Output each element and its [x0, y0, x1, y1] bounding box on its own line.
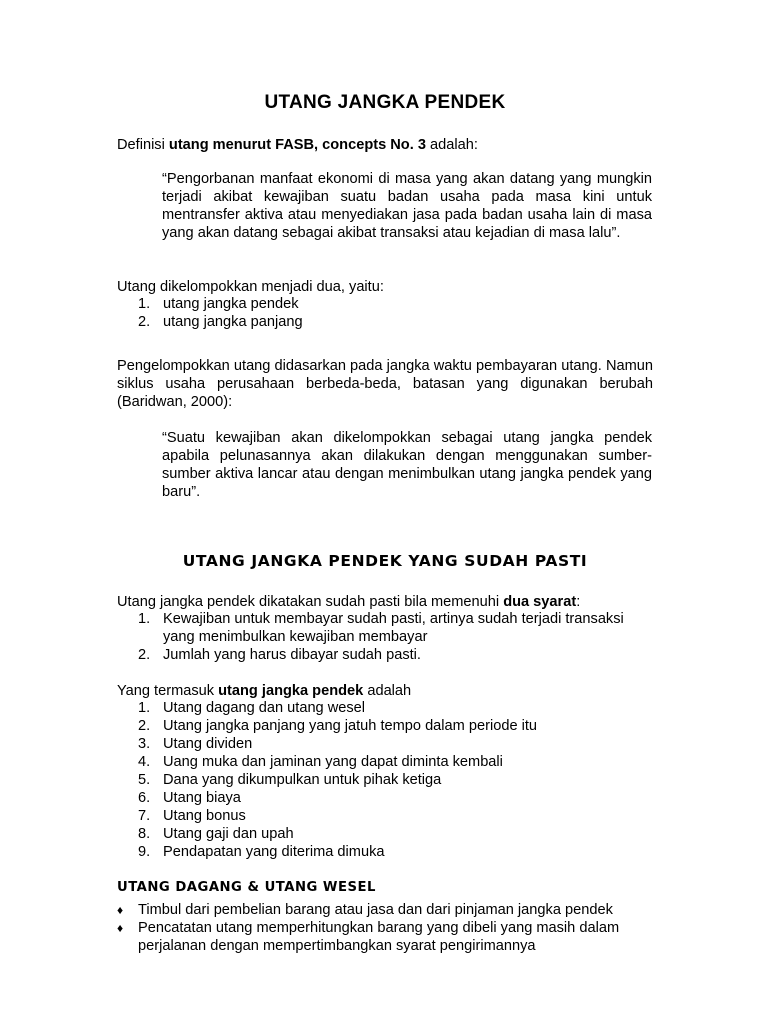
list-item	[117, 646, 653, 664]
list-text: Utang gaji dan upah	[163, 826, 294, 842]
list-item	[117, 771, 653, 789]
list-item	[117, 901, 653, 919]
list-item	[117, 807, 653, 825]
conditions-intro	[117, 593, 653, 611]
includes-intro	[117, 682, 653, 700]
list-number: 1.	[138, 611, 151, 627]
list-text: Utang dividen	[163, 736, 253, 752]
includes-list	[117, 699, 653, 861]
grouping-intro: Utang dikelompokkan menjadi dua, yaitu:	[117, 279, 384, 295]
list-item	[117, 610, 653, 646]
dagang-wesel-bullets	[117, 901, 653, 955]
diamond-bullet-icon: ♦	[117, 921, 124, 935]
list-number: 3.	[138, 736, 151, 752]
list-number: 2.	[138, 718, 151, 734]
grouping-list	[117, 295, 653, 331]
list-text: Timbul dari pembelian barang atau jasa dan dari pinjaman jangka pendek	[138, 902, 613, 918]
list-text: Pencatatan utang memperhitungkan barang yang dibeli yang masih dalam perjalanan dengan mempertimbangkan syarat pengirimannya	[138, 920, 620, 954]
conditions-intro-bold: dua syarat	[503, 594, 577, 610]
list-text: Utang jangka panjang yang jatuh tempo dalam periode itu	[163, 718, 538, 734]
list-text: utang jangka pendek	[163, 296, 299, 312]
list-item	[117, 699, 653, 717]
diamond-bullet-icon: ♦	[117, 903, 124, 917]
list-text: Utang bonus	[163, 808, 246, 824]
list-item	[117, 919, 653, 955]
list-text: Kewajiban untuk membayar sudah pasti, artinya sudah terjadi transaksi yang menimbulkan kewajiban membayar	[163, 611, 624, 645]
list-item	[117, 825, 653, 843]
list-text: Uang muka dan jaminan yang dapat diminta kembali	[163, 754, 503, 770]
list-number: 1.	[138, 700, 151, 716]
conditions-intro-suffix: :	[576, 594, 581, 610]
list-text: Utang biaya	[163, 790, 241, 806]
list-text: Jumlah yang harus dibayar sudah pasti.	[163, 647, 421, 663]
list-item	[117, 313, 653, 331]
definition-line	[117, 136, 653, 154]
list-number: 8.	[138, 826, 151, 842]
includes-intro-suffix: adalah	[363, 683, 412, 699]
conditions-list	[117, 610, 653, 664]
list-number: 2.	[138, 314, 151, 330]
includes-intro-prefix: Yang termasuk	[117, 683, 219, 699]
list-item	[117, 843, 653, 861]
grouping-paragraph: Pengelompokkan utang didasarkan pada jangka waktu pembayaran utang. Namun siklus usaha perusahaan berbeda-beda, batasan yang digunakan berubah (Baridwan, 2000):	[117, 358, 653, 410]
section-heading-dagang-wesel: UTANG DAGANG & UTANG WESEL	[117, 880, 376, 895]
document-title: UTANG JANGKA PENDEK	[264, 92, 506, 113]
list-item	[117, 735, 653, 753]
list-number: 4.	[138, 754, 151, 770]
list-text: Utang dagang dan utang wesel	[163, 700, 366, 716]
list-text: Dana yang dikumpulkan untuk pihak ketiga	[163, 772, 442, 788]
list-text: utang jangka panjang	[163, 314, 303, 330]
list-item	[117, 295, 653, 313]
fasb-quote: “Pengorbanan manfaat ekonomi di masa yang akan datang yang mungkin terjadi akibat kewajiban suatu badan usaha pada masa kini untuk mentransfer aktiva atau menyediakan jasa pada badan usaha lain di masa yang akan datang sebagai akibat transaksi atau kejadian di masa lalu”.	[162, 171, 652, 241]
list-item	[117, 789, 653, 807]
section-heading-pasti: UTANG JANGKA PENDEK YANG SUDAH PASTI	[182, 552, 588, 570]
list-number: 9.	[138, 844, 151, 860]
conditions-intro-prefix: Utang jangka pendek dikatakan sudah pasti bila memenuhi	[117, 594, 504, 610]
includes-intro-bold: utang jangka pendek	[218, 683, 364, 699]
baridwan-quote: “Suatu kewajiban akan dikelompokkan sebagai utang jangka pendek apabila pelunasannya akan dilakukan dengan menggunakan sumber-sumber aktiva lancar atau dengan menimbulkan utang jangka pendek yang baru”.	[162, 430, 652, 500]
list-number: 5.	[138, 772, 151, 788]
list-number: 7.	[138, 808, 151, 824]
list-number: 2.	[138, 647, 151, 663]
list-item	[117, 753, 653, 771]
list-number: 1.	[138, 296, 151, 312]
list-text: Pendapatan yang diterima dimuka	[163, 844, 385, 860]
definition-prefix: Definisi	[117, 137, 169, 153]
list-number: 6.	[138, 790, 151, 806]
list-item	[117, 717, 653, 735]
definition-bold: utang menurut FASB, concepts No. 3	[168, 137, 426, 153]
definition-suffix: adalah:	[425, 137, 478, 153]
